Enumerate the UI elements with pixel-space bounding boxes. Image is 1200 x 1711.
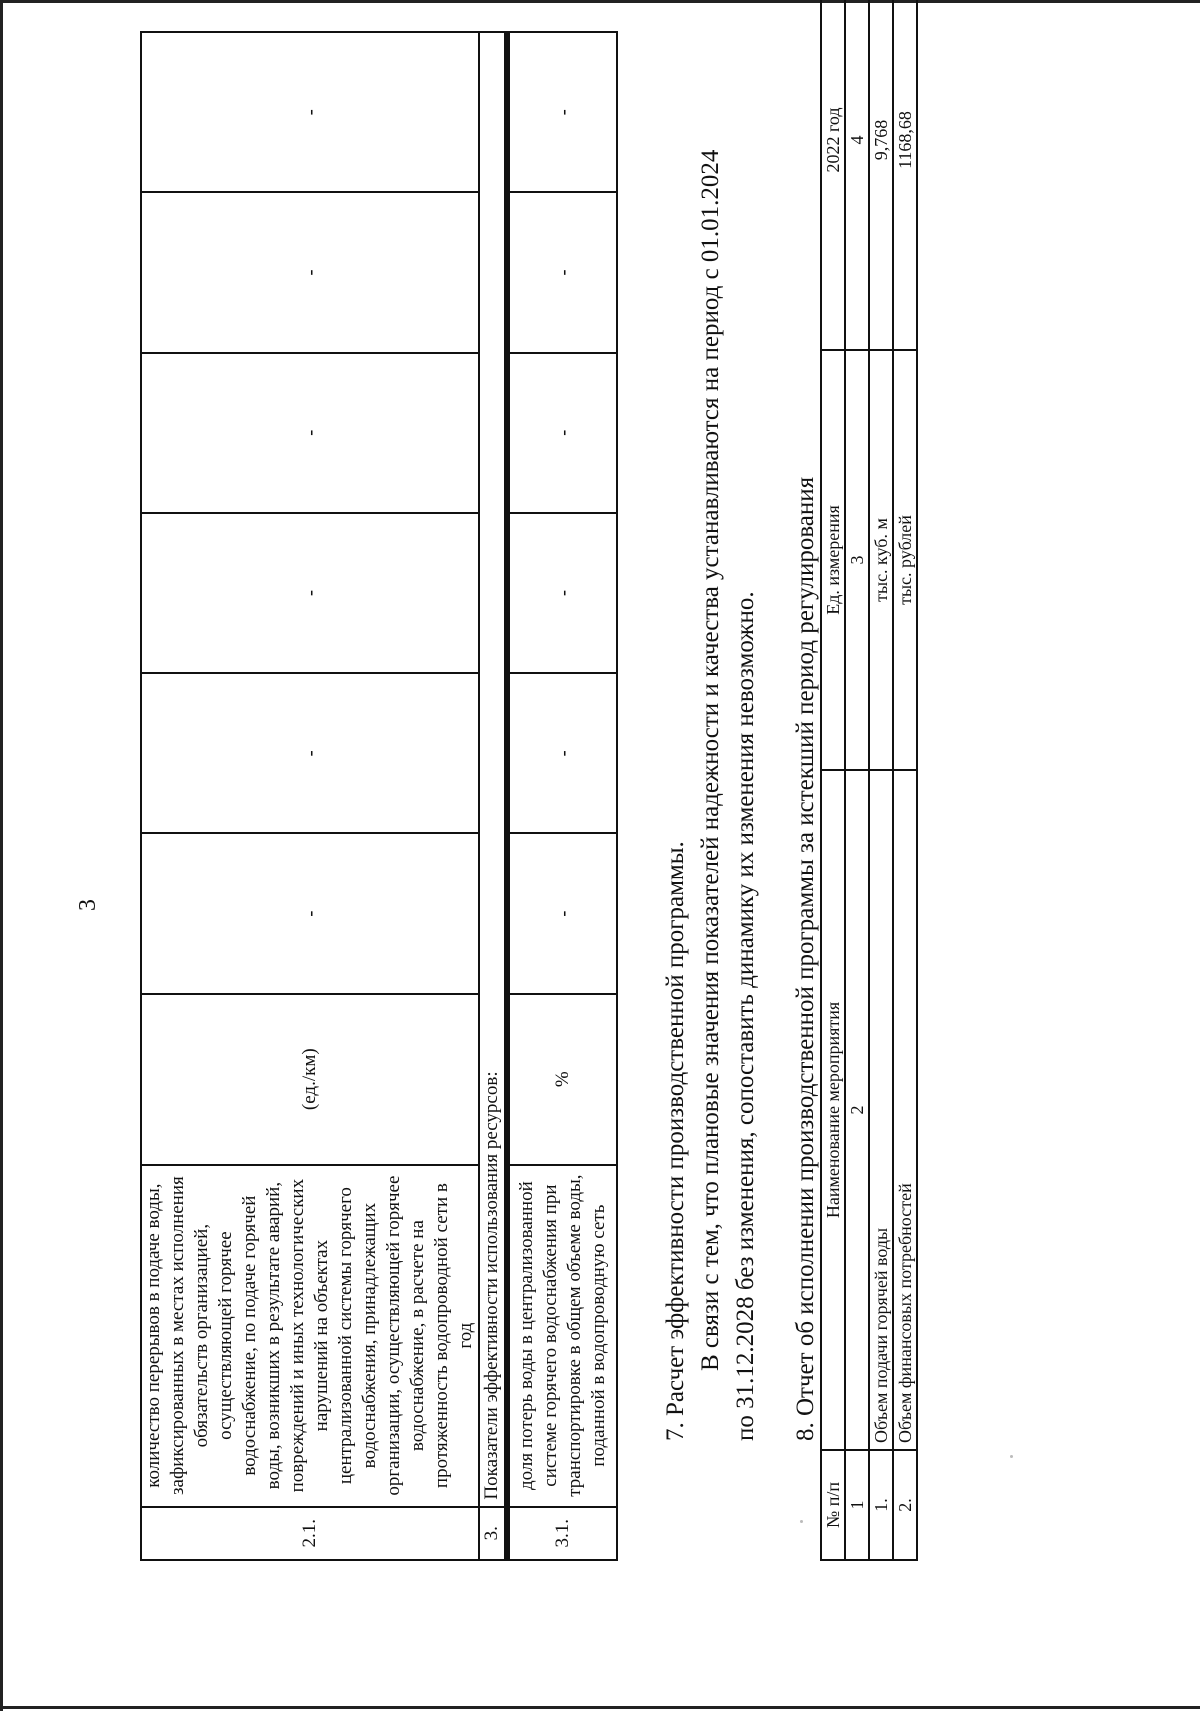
value-cell: - bbox=[141, 833, 479, 993]
unit-cell: тыс. куб. м bbox=[869, 350, 893, 770]
value-cell: - bbox=[507, 673, 617, 833]
measure-name: Объем финансовых потребностей bbox=[893, 770, 917, 1450]
row-number: 3. bbox=[479, 1507, 507, 1560]
table-row-3 bbox=[479, 32, 507, 1560]
table-row-2-1 bbox=[141, 32, 479, 1560]
header-cell: Ед. измерения bbox=[821, 350, 845, 770]
value-cell: - bbox=[507, 833, 617, 993]
value-cell: - bbox=[507, 353, 617, 513]
section-7-text-line-1: В связи с тем, что плановые значения показателей надежности и качества устанавливаются на период с 01.01.2024 bbox=[697, 149, 724, 1371]
header-cell: № п/п bbox=[821, 1450, 845, 1560]
report-table-header bbox=[821, 0, 845, 1560]
column-number: 1 bbox=[845, 1450, 869, 1560]
value-cell: 1168,68 bbox=[893, 0, 917, 350]
section-title: Показатели эффективности использования ресурсов: bbox=[479, 32, 507, 1507]
indicators-table bbox=[140, 31, 618, 1561]
row-number: 3.1. bbox=[507, 1507, 617, 1560]
row-number: 2.1. bbox=[141, 1507, 479, 1560]
value-cell: - bbox=[141, 32, 479, 192]
indicator-name: доля потерь воды в централизованной системе горячего водоснабжения при транспортировке в общем объеме воды, поданной в водопроводную сеть bbox=[507, 1165, 617, 1507]
section-8-heading: 8. Отчет об исполнении производственной программы за истекший период регулирования bbox=[792, 476, 819, 1441]
header-cell: 2022 год bbox=[821, 0, 845, 350]
value-cell: 9,768 bbox=[869, 0, 893, 350]
header-cell: Наименование мероприятия bbox=[821, 770, 845, 1450]
report-table-column-numbers bbox=[845, 0, 869, 1560]
value-cell: - bbox=[507, 513, 617, 673]
section-7-text-line-2: по 31.12.2028 без изменения, сопоставить динамику их изменения невозможно. bbox=[732, 591, 759, 1441]
measure-name: Объем подачи горячей воды bbox=[869, 770, 893, 1450]
unit-cell: (ед./км) bbox=[141, 994, 479, 1165]
table-row-3-1 bbox=[507, 32, 617, 1560]
section-7-heading: 7. Расчет эффективности производственной программы. bbox=[662, 841, 689, 1441]
column-number: 3 bbox=[845, 350, 869, 770]
page-number: 3 bbox=[75, 899, 101, 911]
value-cell: - bbox=[141, 192, 479, 352]
value-cell: - bbox=[141, 513, 479, 673]
value-cell: - bbox=[507, 32, 617, 192]
value-cell: - bbox=[507, 192, 617, 352]
row-number: 2. bbox=[893, 1450, 917, 1560]
column-number: 2 bbox=[845, 770, 869, 1450]
unit-cell: % bbox=[507, 994, 617, 1165]
table-row bbox=[869, 0, 893, 1560]
unit-cell: тыс. рублей bbox=[893, 350, 917, 770]
program-report-table bbox=[820, 0, 918, 1561]
table-row bbox=[893, 0, 917, 1560]
value-cell: - bbox=[141, 673, 479, 833]
value-cell: - bbox=[141, 353, 479, 513]
indicator-name: количество перерывов в подаче воды, зафиксированных в местах исполнения обязательств организацией, осуществляющей горячее водоснабжение, по подаче горячей воды, возникших в результате аварий, повреждений и иных технологических нарушений на объектах централизованной системы горячего водоснабжения, принадлежащих организации, осуществляющей горячее водоснабжение, в расчете на протяженность водопроводной сети в год bbox=[141, 1165, 479, 1507]
column-number: 4 bbox=[845, 0, 869, 350]
row-number: 1. bbox=[869, 1450, 893, 1560]
